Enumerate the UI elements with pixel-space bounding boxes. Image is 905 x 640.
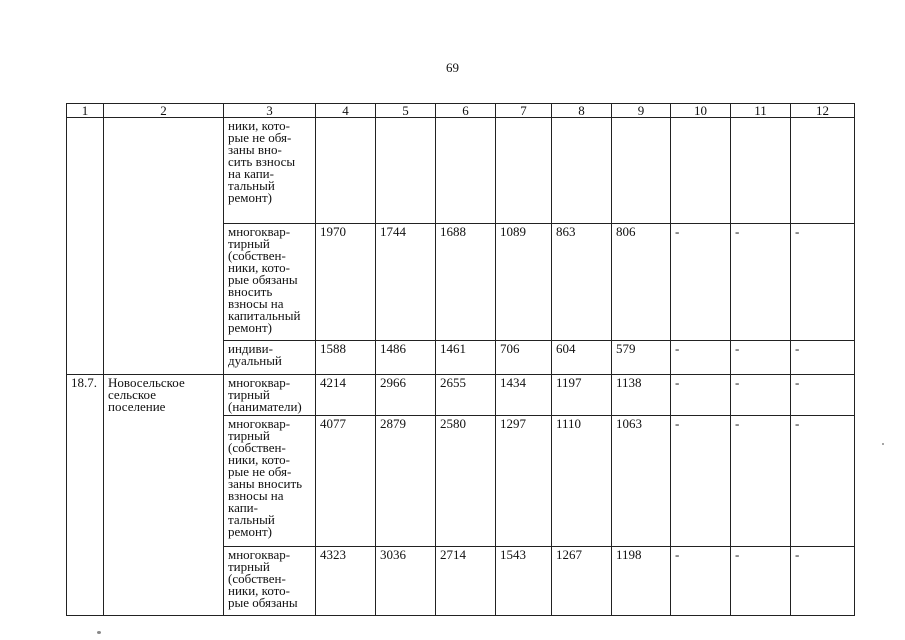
value-cell <box>496 118 552 224</box>
value-cell <box>612 118 671 224</box>
value-cell: 1197 <box>552 375 612 416</box>
value-cell: 1110 <box>552 416 612 547</box>
column-header: 8 <box>552 104 612 118</box>
value-cell: - <box>671 547 731 616</box>
page-number: 69 <box>446 60 459 75</box>
value-cell: - <box>671 224 731 341</box>
value-cell: 2655 <box>436 375 496 416</box>
column-header: 2 <box>104 104 224 118</box>
value-cell <box>436 118 496 224</box>
value-cell: 1138 <box>612 375 671 416</box>
column-header: 4 <box>316 104 376 118</box>
data-table <box>66 103 855 616</box>
value-cell: - <box>731 341 791 375</box>
value-cell <box>316 118 376 224</box>
value-cell: 1297 <box>496 416 552 547</box>
column-header: 3 <box>224 104 316 118</box>
value-cell: 579 <box>612 341 671 375</box>
value-cell: 806 <box>612 224 671 341</box>
value-cell: 863 <box>552 224 612 341</box>
value-cell: 1970 <box>316 224 376 341</box>
value-cell: - <box>791 341 855 375</box>
value-cell: 2879 <box>376 416 436 547</box>
value-cell: 1063 <box>612 416 671 547</box>
value-cell <box>731 118 791 224</box>
value-cell: 1588 <box>316 341 376 375</box>
housing-type-cell: ники, кото- рые не обя- заны вно- сить взносы на капи- тальный ремонт) <box>224 118 316 224</box>
value-cell: 1543 <box>496 547 552 616</box>
value-cell: 604 <box>552 341 612 375</box>
value-cell: 1744 <box>376 224 436 341</box>
value-cell: 1461 <box>436 341 496 375</box>
value-cell: 3036 <box>376 547 436 616</box>
value-cell: 1089 <box>496 224 552 341</box>
column-header: 6 <box>436 104 496 118</box>
value-cell: 706 <box>496 341 552 375</box>
table-row <box>67 118 855 224</box>
column-number-row <box>67 104 855 118</box>
housing-type-cell: индиви- дуальный <box>224 341 316 375</box>
value-cell <box>552 118 612 224</box>
housing-type-cell: многоквар- тирный (наниматели) <box>224 375 316 416</box>
column-header: 1 <box>67 104 104 118</box>
settlement-cell <box>104 118 224 375</box>
value-cell <box>671 118 731 224</box>
housing-type-cell: многоквар- тирный (собствен- ники, кото- рые обязаны <box>224 547 316 616</box>
value-cell: 1486 <box>376 341 436 375</box>
column-header: 10 <box>671 104 731 118</box>
value-cell: - <box>791 547 855 616</box>
value-cell: 4077 <box>316 416 376 547</box>
value-cell <box>376 118 436 224</box>
value-cell <box>791 118 855 224</box>
value-cell: 4323 <box>316 547 376 616</box>
value-cell: - <box>731 416 791 547</box>
row-number-cell <box>67 118 104 375</box>
value-cell: 4214 <box>316 375 376 416</box>
table-row <box>67 375 855 416</box>
value-cell: - <box>731 547 791 616</box>
value-cell: 1434 <box>496 375 552 416</box>
column-header: 5 <box>376 104 436 118</box>
value-cell: 2580 <box>436 416 496 547</box>
value-cell: - <box>671 341 731 375</box>
scan-speck <box>97 631 101 634</box>
value-cell: - <box>671 416 731 547</box>
value-cell: - <box>731 375 791 416</box>
value-cell: 1267 <box>552 547 612 616</box>
housing-type-cell: многоквар- тирный (собствен- ники, кото- рые не обя- заны вносить взносы на капи- тальный ремонт) <box>224 416 316 547</box>
value-cell: - <box>731 224 791 341</box>
column-header: 12 <box>791 104 855 118</box>
value-cell: 2966 <box>376 375 436 416</box>
scan-speck <box>882 443 884 445</box>
value-cell: - <box>791 416 855 547</box>
housing-type-cell: многоквар- тирный (собствен- ники, кото- рые обязаны вносить взносы на капитальный ремонт) <box>224 224 316 341</box>
column-header: 11 <box>731 104 791 118</box>
value-cell: - <box>671 375 731 416</box>
value-cell: 1198 <box>612 547 671 616</box>
settlement-cell: Новосельское сельское поселение <box>104 375 224 616</box>
value-cell: 2714 <box>436 547 496 616</box>
value-cell: - <box>791 375 855 416</box>
value-cell: 1688 <box>436 224 496 341</box>
row-number-cell: 18.7. <box>67 375 104 616</box>
value-cell: - <box>791 224 855 341</box>
column-header: 7 <box>496 104 552 118</box>
column-header: 9 <box>612 104 671 118</box>
